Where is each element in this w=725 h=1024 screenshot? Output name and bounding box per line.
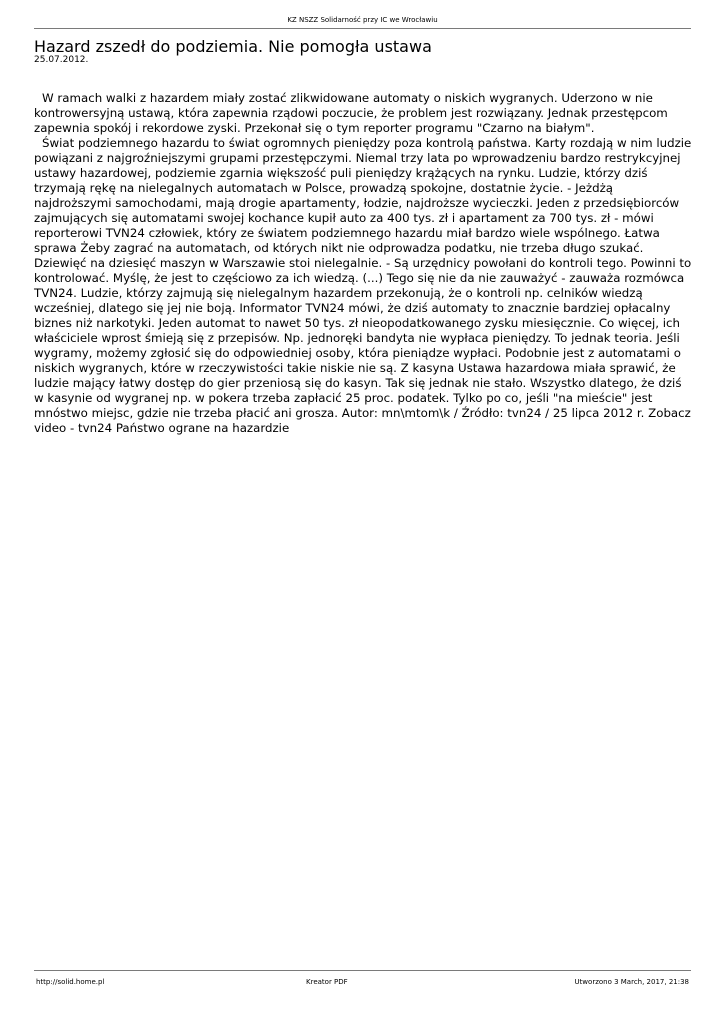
- footer-url-link[interactable]: http://solid.home.pl: [36, 978, 105, 986]
- article-body: [34, 91, 694, 436]
- footer-generator-label: Kreator PDF: [306, 978, 348, 986]
- page-header: [34, 14, 691, 29]
- article-paragraph-2: Świat podziemnego hazardu to świat ogromnych pieniędzy poza kontrolą państwa. Karty rozdają w nim ludzie powiązani z najgroźniejszymi grupami przestępczymi. Niemal trzy lata po wprowadzeniu bardzo restrykcyjnej ustawy hazardowej, podziemie zgarnia większość puli pieniędzy krążących na rynku. Ludzie, którzy dziś trzymają rękę na nielegalnych automatach w Polsce, prowadzą spokojne, dostatnie życie. - Jeżdżą najdroższymi samochodami, mają drogie apartamenty, łodzie, najdroższe wycieczki. Jeden z przedsiębiorców zajmujących się automatami swojej kochance kupił auto za 400 tys. zł i apartament za 700 tys. zł - mówi reporterowi TVN24 człowiek, który ze światem podziemnego hazardu miał bardzo wiele wspólnego. Łatwa sprawa Żeby zagrać na automatach, od których nikt nie odprowadza podatku, nie trzeba długo szukać. Dziewięć na dziesięć maszyn w Warszawie stoi nielegalnie. - Są urzędnicy powołani do kontroli tego. Powinni to kontrolować. Myślę, że jest to częściowo za ich wiedzą. (...) Tego się nie da nie zauważyć - zauważa rozmówca TVN24. Ludzie, którzy zajmują się nielegalnym hazardem przekonują, że o kontroli np. celników wiedzą wcześniej, dlatego się jej nie boją. Informator TVN24 mówi, że dziś automaty to znacznie bardziej opłacalny biznes niż narkotyki. Jeden automat to nawet 50 tys. zł nieopodatkowanego zysku miesięcznie. Co więcej, ich właściciele wprost śmieją się z przepisów. Np. jednoręki bandyta nie wypłaca pieniędzy. To jednak teoria. Jeśli wygramy, możemy zgłosić się do odpowiedniej osoby, która pieniądze wypłaci. Podobnie jest z automatami o niskich wygranych, które w rzeczywistości takie niskie nie są. Z kasyna Ustawa hazardowa miała sprawić, że ludzie mający łatwy dostęp do gier przeniosą się do kasyn. Tak się jednak nie stało. Wszystko dlatego, że dziś w kasynie od wygranej np. w pokera trzeba zapłacić 25 proc. podatek. Tylko po co, jeśli "na mieście" jest mnóstwo miejsc, gdzie nie trzeba płacić ani grosza. Autor: mn\mtom\k / Źródło: tvn24 / 25 lipca 2012 r. Zobacz video - tvn24 Państwo ograne na hazardzie: [34, 136, 692, 435]
- article-date: 25.07.2012.: [34, 55, 89, 65]
- article-paragraph-1: W ramach walki z hazardem miały zostać zlikwidowane automaty o niskich wygranych. Uderzono w nie kontrowersyjną ustawą, która zapewnia rządowi poczucie, że problem jest rozwiązany. Jednak przestępcom zapewnia spokój i rekordowe zyski. Przekonał się o tym reporter programu "Czarno na białym".: [34, 91, 668, 135]
- footer-created-date: Utworzono 3 March, 2017, 21:38: [574, 978, 689, 986]
- article-title: Hazard zszedł do podziemia. Nie pomogła ustawa: [34, 37, 432, 56]
- header-organization-text: KZ NSZZ Solidarność przy IC we Wrocławiu: [287, 16, 438, 24]
- page-footer: [34, 970, 691, 987]
